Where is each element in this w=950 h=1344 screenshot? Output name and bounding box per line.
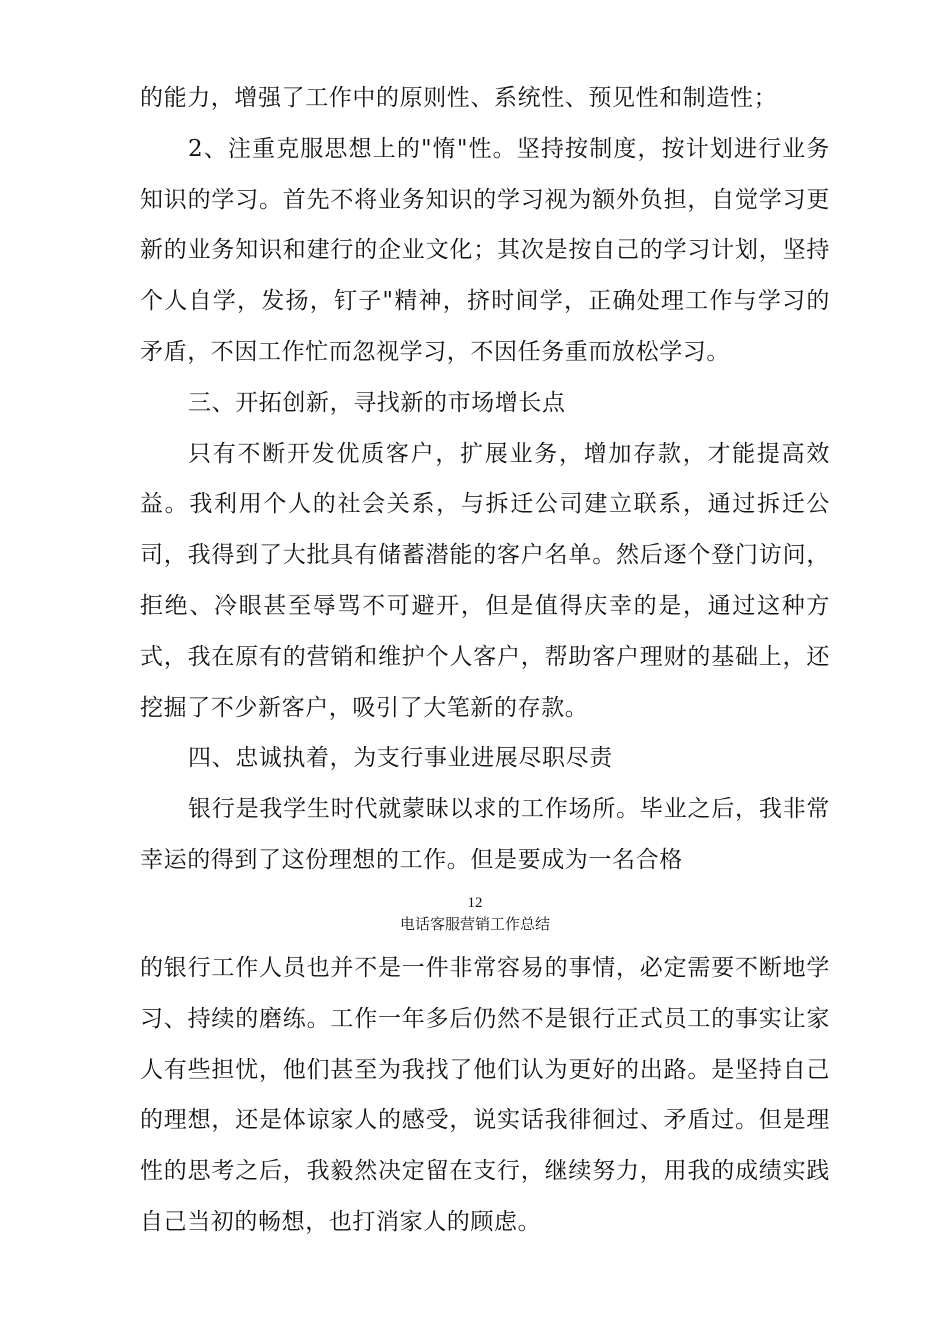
running-header-title: 电话客服营销工作总结 [399, 915, 550, 933]
section-heading-4: 四、忠诚执着，为支行事业进展尽职尽责 [188, 745, 613, 772]
section-heading-3: 三、开拓创新，寻找新的市场增长点 [188, 389, 566, 416]
paragraph-section-4: 银行是我学生时代就蒙昧以求的工作场所。毕业之后，我非常幸运的得到了这份理想的工作。但是要成为一名合格 [140, 796, 830, 873]
page-bottom-text [140, 943, 830, 1248]
paragraph-section-3: 只有不断开发优质客户，扩展业务，增加存款，才能提高效益。我利用个人的社会关系，与拆迁公司建立联系，通过拆迁公司，我得到了大批具有储蓄潜能的客户名单。然后逐个登门访问，拒绝、冷眼甚至辱骂不可避开，但是值得庆幸的是，通过这种方式，我在原有的营销和维护个人客户，帮助客户理财的基础上，还挖掘了不少新客户，吸引了大笔新的存款。 [140, 440, 830, 721]
paragraph-continued: 的银行工作人员也并不是一件非常容易的事情，必定需要不断地学习、持续的磨练。工作一年多后仍然不是银行正式员工的事实让家人有些担忧，他们甚至为我找了他们认为更好的出路。是坚持自己的理想，还是体谅家人的感受，说实话我徘徊过、矛盾过。但是理性的思考之后，我毅然决定留在支行，继续努力，用我的成绩实践自己当初的畅想，也打消家人的顾虑。 [140, 955, 830, 1235]
page-top-text [140, 73, 830, 886]
page-number: 12 [467, 895, 483, 911]
paragraph-item-2: 2、注重克服思想上的"惰"性。坚持按制度，按计划进行业务知识的学习。首先不将业务知识的学习视为额外负担，自觉学习更新的业务知识和建行的企业文化；其次是按自己的学习计划，坚持个人自学，发扬，钉子"精神，挤时间学，正确处理工作与学习的矛盾，不因工作忙而忽视学习，不因任务重而放松学习。 [140, 135, 830, 365]
paragraph-continuation: 的能力，增强了工作中的原则性、系统性、预见性和制造性； [140, 85, 778, 111]
